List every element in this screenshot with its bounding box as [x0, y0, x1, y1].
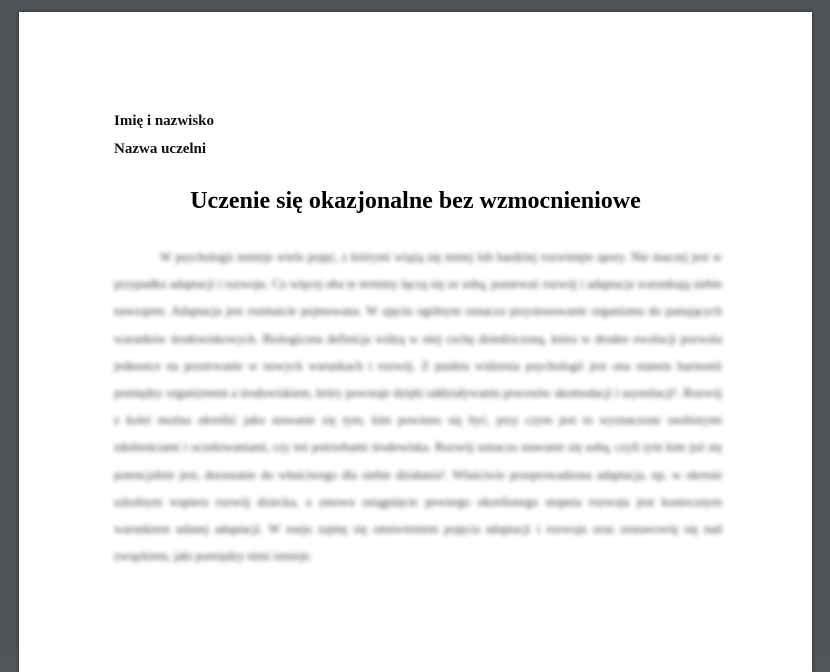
document-title: Uczenie się okazjonalne bez wzmocnieniowe — [190, 188, 641, 214]
university-name: Nazwa uczelni — [114, 141, 207, 157]
author-block — [114, 107, 214, 163]
author-name: Imię i nazwisko — [114, 113, 215, 129]
body-paragraph: W psychologii istnieje wiele pojęć, z którymi wiążą się mniej lub bardziej rozwinięte spory. Nie inaczej jest w przypadku adaptacji i rozwoju. Co więcej oba te terminy łączą się ze sobą, ponieważ rozwój i adaptacja warunkują siebie nawzajem. Adaptacja jest rozmaicie pojmowana. W ujęciu ogólnym oznacza przystosowanie organizmu do panujących warunków środowiskowych. Biologiczna definicja widzą w niej cechę dziedziczoną, która w drodze ewolucji pozwala jednostce na przetrwanie w nowych warunkach i rozwój. Z punktu widzenia psychologii jest ona stanem harmonii pomiędzy organizmem a środowiskiem, który powstaje dzięki oddziaływaniu procesów akomodacji i asymilacji¹. Rozwój z kolei można określić jako stawanie się tym, kim powinno się być, przy czym jest to wyznaczone osobistymi zdolnościami i oczekiwaniami, czy też potrzebami środowiska. Rozwój oznacza stawanie się sobą, czyli tym kim już się potencjalnie jest, dorastanie do właściwego dla siebie działania². Właściwie przeprowadzona adaptacja, np. w okresie szkolnym wspiera rozwój dziecka, a zmowa osiągnięcie pewnego określonego stopnia rozwoju jest koniecznym warunkiem udanej adaptacji. W eseju zajmę się omówieniem pojęcia adaptacji i rozwoju oraz zestawowię się nad związkiem, jaki pomiędzy nimi istnieje. — [114, 250, 722, 564]
document-page — [19, 12, 812, 672]
